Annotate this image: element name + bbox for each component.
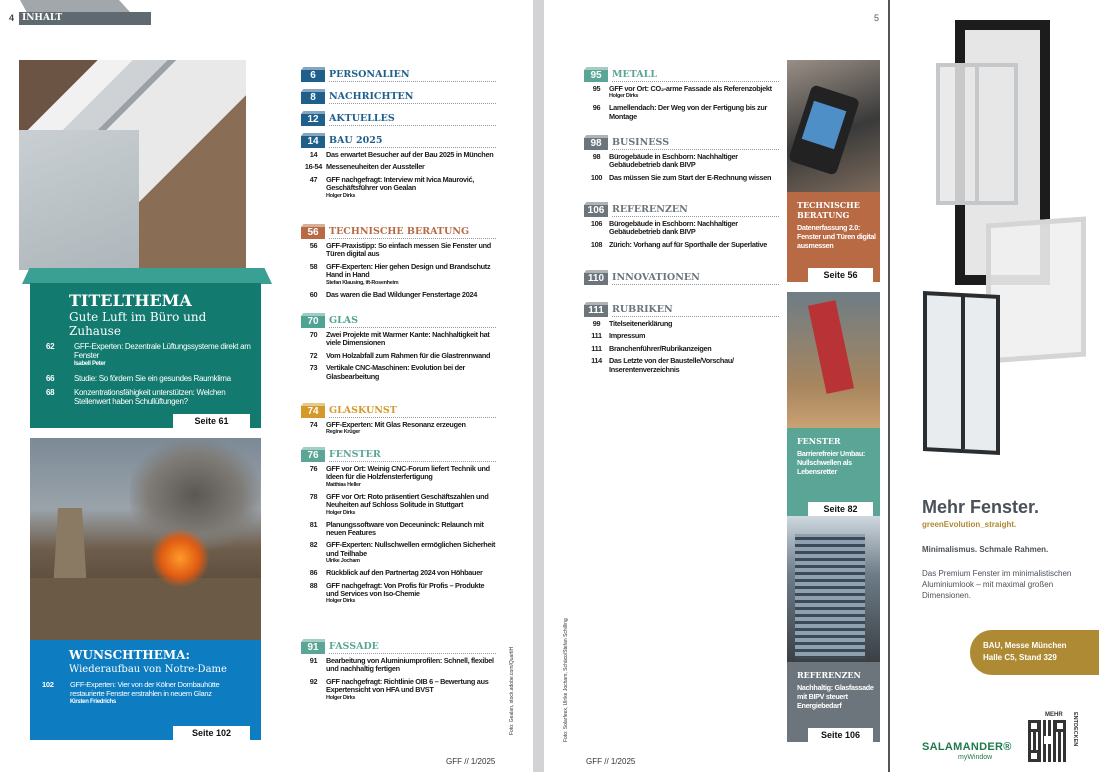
section-title: METALL	[612, 69, 779, 82]
toc-entry[interactable]: 92 GFF nachgefragt: Richtlinie OIB 6 – Bewertung aus Expertensicht von HFA und BVST Holger Dirks	[309, 676, 489, 701]
section-number: 70	[301, 316, 325, 328]
ad-event-badge[interactable]	[970, 630, 1099, 675]
teaser-title: TECHNISCHE BERATUNG	[797, 200, 860, 220]
office-building-photo	[787, 516, 880, 662]
titelthema-item[interactable]: 68 Konzentrationsfähigkeit unterstützen: Welchen Stellenwert haben Schullüftungen?	[46, 388, 226, 406]
teaser-text: Barrierefreier Umbau: Nullschwellen als Lebensretter	[797, 449, 866, 476]
section-title: BAU 2025	[329, 135, 496, 148]
smartphone-measuring-photo	[787, 60, 880, 192]
toc-section-fenster[interactable]	[301, 448, 496, 609]
wunschthema-subtitle: Wiederaufbau von Notre-Dame	[69, 664, 227, 675]
toc-entry[interactable]: 91 Bearbeitung von Aluminiumprofilen: Schnell, flexibel und nachhaltig fertigen	[309, 656, 494, 674]
section-number: 76	[301, 450, 325, 462]
photo-credit-right: Foto: Solarfeex, Ulrike Jocham, Schüco/Stefan Schilling	[563, 618, 569, 742]
ad-headline: Mehr Fenster.	[922, 497, 1040, 517]
section-title: FASSADE	[329, 641, 496, 654]
toc-entry[interactable]: 58 GFF-Experten: Hier gehen Design und Brandschutz Hand in Hand Stefan Klausing, ift-Rosenheim	[309, 261, 491, 286]
section-title: TECHNISCHE BERATUNG	[329, 226, 496, 239]
toc-section-business[interactable]	[584, 136, 779, 186]
section-number: 74	[301, 406, 325, 418]
section-number: 56	[301, 227, 325, 239]
toc-entry[interactable]: 111 Impressum	[591, 331, 646, 341]
toc-entry[interactable]: 78 GFF vor Ort: Roto präsentiert Geschäftszahlen und Neuheiten auf Schloss Solitude in Stuttgart Holger Dirks	[309, 491, 489, 516]
qr-code-icon[interactable]	[1028, 720, 1066, 762]
titelthema-subtitle: Gute Luft im Büro und Zuhause	[69, 310, 207, 338]
section-number: 111	[584, 305, 608, 317]
seite-106-label[interactable]: Seite 106	[808, 728, 873, 742]
header-tab-decoration	[20, 0, 130, 12]
section-number: 98	[584, 138, 608, 150]
footer-issue-right: GFF // 1/2025	[586, 757, 636, 766]
titelthema-item[interactable]: 66 Studie: So fördern Sie ein gesundes Raumklima	[46, 374, 231, 383]
toc-section-rubriken[interactable]	[584, 303, 779, 378]
toc-entry[interactable]: 95 GFF vor Ort: CO₂-arme Fassade als Referenzobjekt Holger Dirks	[592, 84, 772, 100]
page-number-right: 5	[874, 13, 880, 23]
titelthema-box-top	[22, 268, 272, 284]
toc-entry[interactable]: 96 Lamellendach: Der Weg von der Fertigung bis zur Montage	[592, 103, 768, 121]
ad-event-line-1: BAU, Messe München	[983, 641, 1067, 650]
teaser-title: REFERENZEN	[797, 670, 861, 680]
section-title: GLAS	[329, 315, 496, 328]
seite-102-label[interactable]: Seite 102	[173, 726, 250, 740]
section-title: NACHRICHTEN	[329, 91, 496, 104]
window-glass-detail	[19, 130, 139, 270]
section-number: 8	[301, 92, 325, 104]
toc-entry[interactable]: 74 GFF-Experten: Mit Glas Resonanz erzeugen Regine Krüger	[309, 420, 466, 436]
section-title: GLASKUNST	[329, 405, 496, 418]
toc-entry[interactable]: 47 GFF nachgefragt: Interview mit Ivica Maurović, Geschäftsführer von Gealan Holger Dirks	[309, 174, 474, 199]
section-number: 95	[584, 70, 608, 82]
ad-divider	[888, 0, 890, 772]
toc-entry[interactable]: 60 Das waren die Bad Wildunger Fenstertage 2024	[309, 289, 477, 299]
section-title: RUBRIKEN	[612, 304, 779, 317]
section-number: 6	[301, 70, 325, 82]
toc-entry[interactable]: 99 Titelseitenerklärung	[592, 319, 673, 328]
qr-label-entdecken: ENTDECKEN	[1072, 712, 1078, 747]
teaser-fenster[interactable]	[787, 428, 880, 516]
titelthema-label: TITELTHEMA	[69, 291, 192, 310]
section-number: 91	[301, 642, 325, 654]
photo-credit-left: Foto: Gealan, stock.adobe.com/QuartiH	[509, 646, 515, 735]
section-title: REFERENZEN	[612, 204, 779, 217]
toc-entry[interactable]: 73 Vertikale CNC-Maschinen: Evolution bei der Glasbearbeitung	[309, 363, 466, 381]
page-number-left: 4	[9, 13, 15, 23]
ad-body-text: Das Premium Fenster im minimalistischen Aluminiumlook – mit maximal großen Dimensionen.	[922, 569, 1072, 600]
section-title: BUSINESS	[612, 137, 779, 150]
teaser-text: Nachhaltig: Glasfassade mit BIPV steuert Energiebedarf	[797, 683, 874, 710]
qr-label-mehr: MEHR	[1045, 712, 1063, 718]
toc-entry[interactable]: 114 Das Letzte von der Baustelle/Vorschau/ Inserentenverzeichnis	[591, 356, 734, 374]
seite-56-label[interactable]: Seite 56	[808, 268, 873, 282]
toc-section-technische-beratung[interactable]	[301, 225, 496, 303]
toc-entry[interactable]: 86 Rückblick auf den Partnertag 2024 von Höhbauer	[309, 568, 483, 578]
ad-event-line-2: Halle C5, Stand 329	[983, 653, 1057, 662]
section-number: 14	[301, 136, 325, 148]
section-number: 106	[584, 205, 608, 217]
footer-issue-left: GFF // 1/2025	[446, 757, 496, 766]
toc-entry[interactable]: 16-54 Messeneuheiten der Aussteller	[304, 162, 425, 172]
toc-section-innovationen[interactable]	[584, 271, 779, 288]
wunschthema-item[interactable]: 102 GFF-Experten: Vier von der Kölner Dombauhütte restaurierte Fenster erstrahlen in neuem Glanz Kirsten Friedrichs	[42, 680, 220, 705]
page-gutter	[533, 0, 544, 772]
ad-tagline: Minimalismus. Schmale Rahmen.	[922, 545, 1049, 554]
toc-entry[interactable]: 76 GFF vor Ort: Weinig CNC-Forum liefert Technik und Ideen für die Holzfensterfertigung Matthias Heller	[309, 464, 490, 488]
barrier-free-threshold-photo	[787, 292, 880, 428]
section-tab-inhalt: INHALT	[19, 12, 151, 25]
ad-product-name: greenEvolution_straight.	[922, 520, 1017, 529]
toc-entry[interactable]: 108 Zürich: Vorhang auf für Sporthalle der Superlative	[590, 239, 767, 249]
toc-entry[interactable]: 70 Zwei Projekte mit Warmer Kante: Nachhaltigkeit hat viele Dimensionen	[309, 330, 490, 348]
toc-section-bau-2025[interactable]	[301, 134, 496, 204]
teaser-text: Datenerfassung 2.0: Fenster und Türen digital ausmessen	[797, 223, 876, 250]
titelthema-item[interactable]: 62 GFF-Experten: Dezentrale Lüftungssysteme direkt am Fenster Isabell Peter	[46, 342, 251, 367]
toc-entry[interactable]: 100 Das müssen Sie zum Start der E-Rechnung wissen	[590, 172, 772, 182]
toc-section-metall[interactable]	[584, 68, 779, 125]
toc-section-referenzen[interactable]	[584, 203, 779, 253]
section-title: INNOVATIONEN	[612, 272, 779, 285]
teaser-title: FENSTER	[797, 436, 841, 446]
toc-entry[interactable]: 88 GFF nachgefragt: Von Profis für Profis – Produkte und Services von Iso-Chemie Holger Dirks	[309, 580, 485, 605]
wunschthema-label: WUNSCHTHEMA:	[69, 648, 190, 662]
section-number: 110	[584, 273, 608, 285]
seite-82-label[interactable]: Seite 82	[808, 502, 873, 516]
section-number: 12	[301, 114, 325, 126]
fire-glow	[150, 528, 210, 588]
toc-entry[interactable]: 82 GFF-Experten: Nullschwellen ermöglichen Sicherheit und Teilhabe Ulrike Jocham	[309, 540, 496, 565]
titelthema-box[interactable]	[30, 283, 261, 428]
wunschthema-box[interactable]	[30, 640, 261, 740]
section-title: AKTUELLES	[329, 113, 496, 126]
section-title: PERSONALIEN	[329, 69, 496, 82]
toc-entry[interactable]: 14 Das erwartet Besucher auf der Bau 2025 in München	[309, 150, 494, 159]
salamander-logo-sub: myWindow	[958, 754, 993, 761]
toc-section-glaskunst[interactable]	[301, 404, 496, 440]
toc-section-personalien[interactable]	[301, 68, 496, 85]
ad-windows-illustration	[900, 15, 1090, 455]
teaser-referenzen[interactable]	[787, 662, 880, 742]
section-title: FENSTER	[329, 449, 496, 462]
toc-entry[interactable]: 81 Planungssoftware von Deceuninck: Relaunch mit neuen Features	[309, 519, 484, 538]
toc-section-fassade[interactable]	[301, 640, 496, 706]
toc-entry[interactable]: 72 Vom Holzabfall zum Rahmen für die Glastrennwand	[309, 350, 491, 360]
toc-entry[interactable]: 56 GFF-Praxistipp: So einfach messen Sie Fenster und Türen digital aus	[309, 241, 491, 259]
toc-entry[interactable]: 106 Bürogebäude in Eschborn: Nachhaltiger Gebäudebetrieb dank BIVP	[590, 219, 738, 237]
seite-61-label[interactable]: Seite 61	[173, 414, 250, 428]
toc-section-glas[interactable]	[301, 314, 496, 385]
toc-entry[interactable]: 111 Branchenführer/Rubrikanzeigen	[591, 343, 712, 353]
salamander-logo: SALAMANDER®	[922, 741, 1012, 753]
toc-section-aktuelles[interactable]	[301, 112, 496, 129]
toc-section-nachrichten[interactable]	[301, 90, 496, 107]
toc-entry[interactable]: 98 Bürogebäude in Eschborn: Nachhaltiger Gebäudebetrieb dank BIVP	[592, 152, 738, 170]
teaser-technische-beratung[interactable]	[787, 192, 880, 282]
